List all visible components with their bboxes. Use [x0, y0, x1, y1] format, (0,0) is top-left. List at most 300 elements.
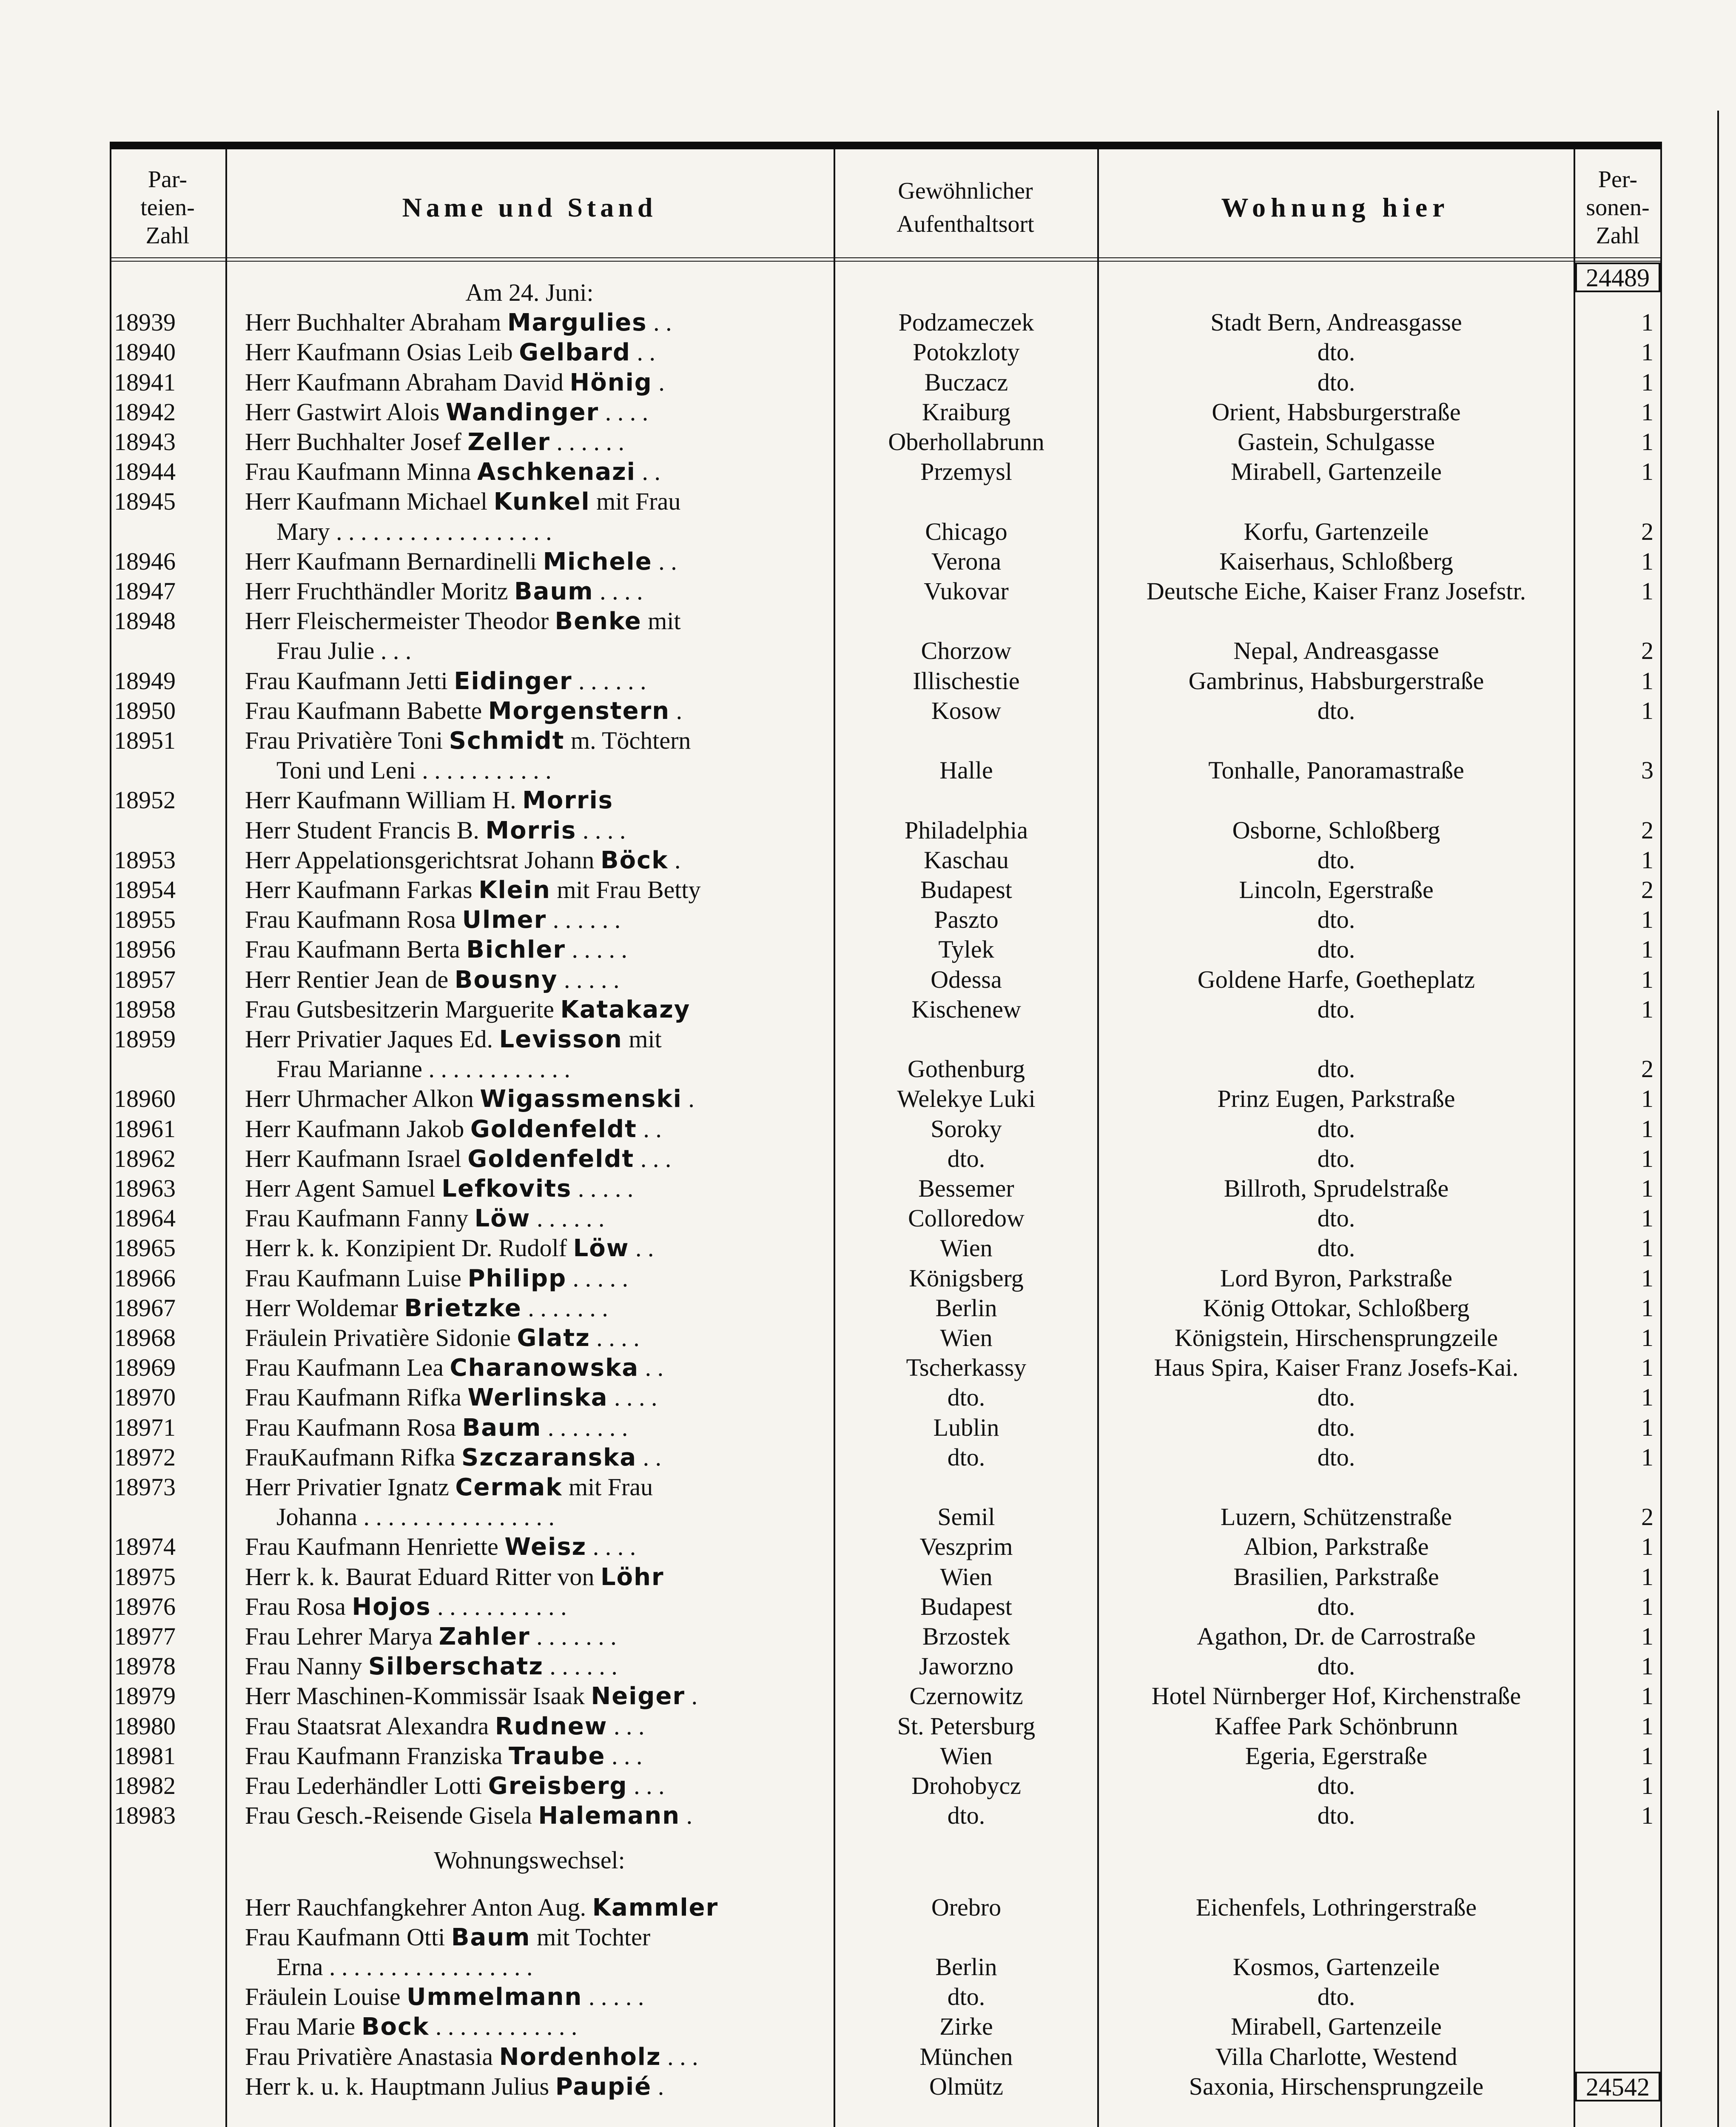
person-count: 1	[1641, 547, 1653, 575]
origin: Chicago	[925, 517, 1007, 545]
person-count: 1	[1641, 1175, 1653, 1202]
entry-name	[245, 1203, 832, 1234]
residence: Königstein, Hirschensprungzeile	[1174, 1324, 1498, 1351]
person-count: 1	[1641, 577, 1653, 605]
entry-title: Erna . . . . . . . . . . . . . . . . .	[276, 1953, 533, 1981]
entry-title: Herr Privatier Jaques Ed.	[245, 1025, 499, 1053]
entry-suffix: . . . . . .	[530, 1204, 605, 1232]
origin: Budapest	[920, 876, 1012, 904]
origin: Potokzloty	[913, 338, 1020, 366]
entry-name	[245, 1144, 832, 1174]
entry-row	[110, 1383, 1662, 1412]
person-count: 2	[1641, 816, 1653, 844]
entry-title: Herr Fruchthändler Moritz	[245, 577, 514, 605]
entry-name	[245, 427, 832, 457]
entry-title: Herr Kaufmann Jakob	[245, 1115, 470, 1143]
party-number: 18950	[114, 696, 176, 724]
residence: dto.	[1317, 1204, 1355, 1232]
entry-surname: Neiger	[591, 1682, 686, 1711]
entry-row	[110, 875, 1662, 905]
residence: Billroth, Sprudelstraße	[1224, 1175, 1449, 1202]
residence: Hotel Nürnberger Hof, Kirchenstraße	[1151, 1682, 1521, 1710]
section-date-heading	[110, 278, 1662, 308]
entry-surname: Eidinger	[454, 667, 572, 695]
entry-title: Frau Kaufmann Babette	[245, 696, 488, 724]
person-count: 1	[1641, 1383, 1653, 1411]
residence: dto.	[1317, 1652, 1355, 1680]
entry-surname: Löhr	[600, 1563, 664, 1591]
entry-surname: Morgenstern	[488, 697, 670, 725]
entry-name	[245, 875, 832, 905]
entry-surname: Gelbard	[519, 339, 631, 367]
person-count: 2	[1641, 876, 1653, 904]
entry-suffix: . . . .	[593, 577, 643, 605]
party-number: 18980	[114, 1712, 176, 1740]
party-number: 18943	[114, 428, 176, 456]
person-count: 1	[1641, 696, 1653, 724]
entry-name	[245, 1323, 832, 1353]
entry-title: Johanna . . . . . . . . . . . . . . . .	[276, 1503, 555, 1531]
residence: Deutsche Eiche, Kaiser Franz Josefstr.	[1146, 577, 1526, 605]
entry-suffix: . . . . . .	[550, 428, 624, 456]
party-number: 18972	[114, 1443, 176, 1471]
entry-title: Toni und Leni . . . . . . . . . . .	[276, 756, 552, 784]
person-count: 1	[1641, 458, 1653, 486]
entry-surname: Zeller	[467, 428, 550, 456]
party-number: 18942	[114, 398, 176, 426]
residence: Villa Charlotte, Westend	[1215, 2042, 1457, 2070]
residence: dto.	[1317, 1115, 1355, 1143]
entry-surname: Hönig	[569, 368, 652, 396]
entry-title: Frau Rosa	[245, 1592, 352, 1620]
residence: Agathon, Dr. de Carrostraße	[1197, 1622, 1476, 1650]
origin: Oberhollabrunn	[888, 428, 1044, 456]
origin: Gothenburg	[907, 1055, 1025, 1083]
entry-row	[110, 1443, 1662, 1472]
entry-row	[110, 1263, 1662, 1293]
person-count: 2	[1641, 517, 1653, 545]
entry-surname: Brietzke	[404, 1294, 522, 1322]
party-number: 18961	[114, 1115, 176, 1143]
entry-name	[245, 1263, 832, 1294]
entry-row	[110, 1801, 1662, 1830]
origin: St. Petersburg	[897, 1712, 1036, 1740]
entry-suffix: . .	[652, 547, 677, 575]
entry-title: Frau Privatière Toni	[245, 727, 449, 754]
entry-row-continuation	[110, 636, 1662, 666]
residence: dto.	[1317, 1413, 1355, 1441]
person-count: 1	[1641, 1562, 1653, 1591]
entry-name	[245, 308, 832, 338]
carry-in-total: 24489	[1575, 262, 1660, 292]
party-number: 18962	[114, 1144, 176, 1172]
person-count: 1	[1641, 338, 1653, 366]
residence: dto.	[1317, 1055, 1355, 1083]
entry-title: Herr Buchhalter Abraham	[245, 308, 507, 336]
person-count: 1	[1641, 398, 1653, 426]
residence: Kaffee Park Schönbrunn	[1214, 1712, 1458, 1740]
section-change: Wohnungswechsel:	[434, 1846, 625, 1874]
party-number: 18970	[114, 1383, 176, 1411]
entry-row	[110, 368, 1662, 397]
change-row	[110, 2042, 1662, 2072]
entry-title: Herr Woldemar	[245, 1294, 404, 1322]
entry-surname: Benke	[555, 607, 642, 636]
residence: Nepal, Andreasgasse	[1233, 637, 1439, 665]
residence: dto.	[1317, 338, 1355, 366]
entry-suffix: .	[670, 696, 683, 724]
entry-title: Herr Privatier Ignatz	[245, 1473, 455, 1501]
entry-title: Herr k. u. k. Hauptmann Julius	[245, 2072, 555, 2100]
entry-row	[110, 1084, 1662, 1114]
residence: dto.	[1317, 846, 1355, 874]
entry-title: Herr Agent Samuel	[245, 1175, 442, 1202]
origin: Tylek	[938, 935, 994, 964]
person-count: 1	[1641, 965, 1653, 993]
party-number: 18956	[114, 935, 176, 964]
residence: Gastein, Schulgasse	[1238, 428, 1435, 456]
entry-suffix: . . . . . . . . . . .	[431, 1592, 567, 1620]
entry-name	[245, 368, 832, 398]
origin: Illischestie	[913, 667, 1020, 695]
origin: dto.	[947, 1383, 985, 1411]
entry-surname: Katakazy	[560, 995, 691, 1024]
entry-suffix: mit Frau Betty	[550, 876, 701, 904]
entry-title: Frau Julie . . .	[276, 637, 412, 665]
entry-suffix: . . .	[607, 1712, 645, 1740]
origin: Wien	[940, 1742, 993, 1770]
entry-row	[110, 308, 1662, 337]
entry-row	[110, 965, 1662, 995]
residence: König Ottokar, Schloßberg	[1203, 1294, 1470, 1322]
residence: dto.	[1317, 906, 1355, 934]
entry-surname: Szczaranska	[461, 1443, 637, 1471]
origin: Vukovar	[924, 577, 1009, 605]
entry-name	[245, 1801, 832, 1831]
entry-name	[245, 1353, 832, 1383]
entry-title: Frau Gesch.-Reisende Gisela	[245, 1802, 538, 1830]
entry-suffix: .	[682, 1085, 694, 1113]
person-count: 1	[1641, 1443, 1653, 1471]
person-count: 1	[1641, 1742, 1653, 1770]
origin: Wien	[940, 1324, 993, 1351]
entry-name	[245, 487, 832, 517]
entry-surname: Ulmer	[462, 906, 547, 934]
entry-suffix: . . . . .	[565, 935, 627, 964]
origin: Philadelphia	[905, 816, 1028, 844]
entry-suffix: mit Frau	[590, 488, 681, 516]
entry-suffix: . .	[637, 1443, 662, 1471]
origin: dto.	[947, 1802, 985, 1830]
party-number: 18952	[114, 786, 176, 814]
entry-surname: Cermak	[455, 1474, 563, 1501]
entry-name	[276, 1502, 863, 1532]
entry-title: Herr k. k. Konzipient Dr. Rudolf	[245, 1234, 573, 1262]
entry-row	[110, 845, 1662, 875]
origin: Budapest	[920, 1592, 1012, 1620]
entry-surname: Kammler	[592, 1893, 719, 1922]
entry-surname: Weisz	[504, 1533, 587, 1561]
residence: Lord Byron, Parkstraße	[1220, 1264, 1453, 1292]
party-number: 18966	[114, 1264, 176, 1292]
entry-suffix: . .	[647, 308, 672, 336]
entry-suffix: .	[685, 1682, 698, 1710]
entry-suffix: .	[652, 368, 665, 396]
origin: Zirke	[939, 2013, 993, 2041]
entry-row	[110, 1592, 1662, 1622]
origin: Drohobycz	[911, 1772, 1021, 1799]
entry-row	[110, 1114, 1662, 1144]
entry-surname: Bousny	[454, 966, 558, 994]
entry-suffix: mit Frau	[562, 1473, 653, 1501]
residence: dto.	[1317, 1592, 1355, 1620]
party-number: 18941	[114, 368, 176, 396]
party-number: 18954	[114, 876, 176, 904]
residence: Gambrinus, Habsburgerstraße	[1188, 667, 1484, 695]
origin: Königsberg	[909, 1264, 1024, 1292]
entry-row	[110, 457, 1662, 487]
origin: Colloredow	[908, 1204, 1025, 1232]
entry-surname: Philipp	[467, 1264, 567, 1292]
entry-name	[245, 935, 832, 965]
change-row	[110, 2012, 1662, 2041]
entry-name	[245, 1651, 832, 1682]
origin: Paszto	[934, 906, 999, 934]
entry-surname: Löw	[474, 1205, 531, 1233]
person-count: 1	[1641, 428, 1653, 456]
residence: Brasilien, Parkstraße	[1233, 1562, 1439, 1591]
party-number: 18964	[114, 1204, 176, 1232]
entry-title: Frau Lederhändler Lotti	[245, 1772, 488, 1799]
party-number: 18965	[114, 1234, 176, 1262]
origin: Olmütz	[929, 2072, 1003, 2100]
header-origin: Gewöhnlicher Aufenthaltsort	[896, 178, 1034, 237]
entry-title: Frau Kaufmann Fanny	[245, 1204, 475, 1232]
entry-row-continuation	[110, 517, 1662, 547]
entry-title: Frau Marianne . . . . . . . . . . . .	[276, 1055, 571, 1083]
entry-name	[276, 1054, 863, 1084]
header-residence: Wohnung hier	[1221, 192, 1450, 222]
person-count: 1	[1641, 1294, 1653, 1322]
entry-surname: Klein	[478, 876, 551, 904]
party-number: 18951	[114, 727, 176, 754]
entry-surname: Levisson	[499, 1026, 623, 1053]
entry-title: Frau Lehrer Marya	[245, 1622, 439, 1650]
person-count: 1	[1641, 1592, 1653, 1620]
origin: Czernowitz	[909, 1682, 1023, 1710]
entry-surname: Morris	[522, 787, 614, 815]
person-count: 1	[1641, 906, 1653, 934]
residence: Goldene Harfe, Goetheplatz	[1197, 965, 1475, 993]
entry-row-continuation	[110, 756, 1662, 785]
person-count: 2	[1641, 637, 1653, 665]
entry-name	[276, 756, 863, 785]
entry-surname: Baum	[462, 1414, 542, 1442]
origin: dto.	[947, 1983, 985, 2011]
entry-name	[245, 1532, 832, 1562]
origin: Welekye Luki	[897, 1085, 1036, 1113]
party-number: 18982	[114, 1772, 176, 1799]
origin: München	[919, 2042, 1013, 2070]
entry-surname: Wandinger	[446, 398, 599, 426]
party-number: 18967	[114, 1294, 176, 1322]
entry-name	[245, 1174, 832, 1204]
person-count: 1	[1641, 1772, 1653, 1799]
entry-row	[110, 1681, 1662, 1711]
entry-surname: Charanowska	[450, 1354, 639, 1382]
residence: Mirabell, Gartenzeile	[1231, 2013, 1442, 2041]
entry-surname: Traube	[509, 1742, 606, 1770]
party-number: 18978	[114, 1652, 176, 1680]
origin: Halle	[939, 756, 993, 784]
origin: Przemysl	[920, 458, 1012, 486]
party-number: 18949	[114, 667, 176, 695]
entry-title: Herr Kaufmann William H.	[245, 786, 523, 814]
entry-row	[110, 1622, 1662, 1651]
entry-name	[245, 1562, 832, 1592]
entry-name	[245, 815, 832, 846]
person-count: 1	[1641, 1682, 1653, 1710]
origin: Kischenew	[911, 995, 1021, 1023]
entry-row	[110, 1532, 1662, 1562]
origin: Buczacz	[924, 368, 1008, 396]
change-row	[110, 1893, 1662, 1922]
entry-title: Fräulein Louise	[245, 1983, 407, 2011]
residence: Haus Spira, Kaiser Franz Josefs-Kai.	[1154, 1354, 1519, 1382]
origin: Berlin	[935, 1953, 997, 1981]
entry-title: Frau Kaufmann Otti	[245, 1923, 451, 1951]
entry-surname: Ummelmann	[407, 1983, 583, 2011]
entry-title: Frau Kaufmann Henriette	[245, 1533, 505, 1561]
entry-row	[110, 576, 1662, 606]
entry-name	[245, 397, 832, 428]
party-number: 18939	[114, 308, 176, 336]
entry-name	[245, 1681, 832, 1711]
entry-name	[245, 726, 832, 756]
entry-name	[245, 2012, 832, 2042]
entry-surname: Baum	[451, 1923, 531, 1951]
entry-surname: Bock	[361, 2013, 430, 2041]
person-count: 1	[1641, 368, 1653, 396]
residence: Orient, Habsburgerstraße	[1212, 398, 1461, 426]
entry-suffix: . . . . .	[566, 1264, 629, 1292]
entry-name	[276, 517, 863, 547]
entry-name	[245, 1084, 832, 1114]
entry-suffix: . . . .	[576, 816, 626, 844]
entry-name	[245, 457, 832, 487]
entry-surname: Werlinska	[467, 1384, 608, 1412]
carry-out-total: 24542	[1575, 2072, 1660, 2101]
entry-row	[110, 1024, 1662, 1054]
entry-name	[245, 547, 832, 577]
entry-row	[110, 785, 1662, 815]
entry-name	[245, 905, 832, 935]
entry-suffix: . . . . . . .	[521, 1294, 608, 1322]
person-count: 1	[1641, 1413, 1653, 1441]
entry-suffix: .	[680, 1802, 693, 1830]
entry-title: Frau Kaufmann Rifka	[245, 1383, 468, 1411]
entry-title: Frau Kaufmann Rosa	[245, 906, 462, 934]
entry-row	[110, 1562, 1662, 1592]
party-number: 18945	[114, 488, 176, 516]
entry-row	[110, 935, 1662, 964]
entry-row	[110, 995, 1662, 1024]
entry-name	[245, 995, 832, 1025]
origin: Podzameczek	[898, 308, 1034, 336]
entry-surname: Lefkovits	[441, 1175, 572, 1203]
party-number: 18955	[114, 906, 176, 934]
person-count: 1	[1641, 1234, 1653, 1262]
person-count: 1	[1641, 1264, 1653, 1292]
section-change-heading	[110, 1845, 1662, 1875]
entry-name	[245, 696, 832, 726]
person-count: 1	[1641, 1622, 1653, 1650]
origin: Chorzow	[921, 637, 1012, 665]
entry-suffix: . . .	[605, 1742, 643, 1770]
residence: dto.	[1317, 1802, 1355, 1830]
entry-suffix: . . .	[627, 1772, 665, 1799]
party-number: 18974	[114, 1533, 176, 1561]
entry-title: Herr Rauchfangkehrer Anton Aug.	[245, 1893, 592, 1921]
entry-name	[245, 1922, 832, 1953]
entry-title: Frau Marie	[245, 2013, 361, 2041]
residence: Stadt Bern, Andreasgasse	[1210, 308, 1462, 336]
entry-name	[245, 1893, 832, 1923]
header-party-number: Par- teien- Zahl	[140, 166, 195, 249]
residence: dto.	[1317, 1983, 1355, 2011]
party-number: 18973	[114, 1473, 176, 1501]
entry-row	[110, 1771, 1662, 1801]
header-persons: Per- sonen- Zahl	[1586, 166, 1650, 249]
entry-title: Frau Nanny	[245, 1652, 368, 1680]
person-count: 1	[1641, 846, 1653, 874]
entry-row	[110, 1144, 1662, 1174]
entry-surname: Kunkel	[493, 488, 590, 516]
entry-name	[245, 2072, 832, 2102]
party-number: 18940	[114, 338, 176, 366]
entry-row	[110, 606, 1662, 636]
party-number: 18947	[114, 577, 176, 605]
entry-row-continuation	[110, 1502, 1662, 1532]
entry-title: Herr Kaufmann Abraham David	[245, 368, 570, 396]
person-count: 1	[1641, 1085, 1653, 1113]
page-edge-right	[1717, 111, 1719, 2127]
entry-suffix: . . . . . .	[543, 1652, 618, 1680]
entry-row	[110, 547, 1662, 576]
entry-surname: Paupié	[555, 2073, 652, 2101]
origin: Soroky	[931, 1115, 1002, 1143]
entry-name	[245, 576, 832, 607]
party-number: 18976	[114, 1592, 176, 1620]
entry-surname: Wigassmenski	[480, 1085, 682, 1113]
entry-row	[110, 1711, 1662, 1741]
origin: Kaschau	[924, 846, 1009, 874]
entry-surname: Halemann	[538, 1802, 680, 1830]
change-row	[110, 2072, 1662, 2101]
residence: dto.	[1317, 935, 1355, 964]
entry-title: Herr k. k. Baurat Eduard Ritter von	[245, 1562, 600, 1591]
party-number: 18983	[114, 1802, 176, 1830]
entry-surname: Goldenfeldt	[470, 1115, 637, 1143]
residence: dto.	[1317, 368, 1355, 396]
party-number: 18959	[114, 1025, 176, 1053]
entry-name	[245, 1741, 832, 1771]
party-number: 18969	[114, 1354, 176, 1382]
entry-suffix: .	[668, 846, 681, 874]
residence: Kaiserhaus, Schloßberg	[1219, 547, 1453, 575]
entry-name	[276, 636, 863, 666]
entry-title: Frau Privatière Anastasia	[245, 2042, 499, 2070]
